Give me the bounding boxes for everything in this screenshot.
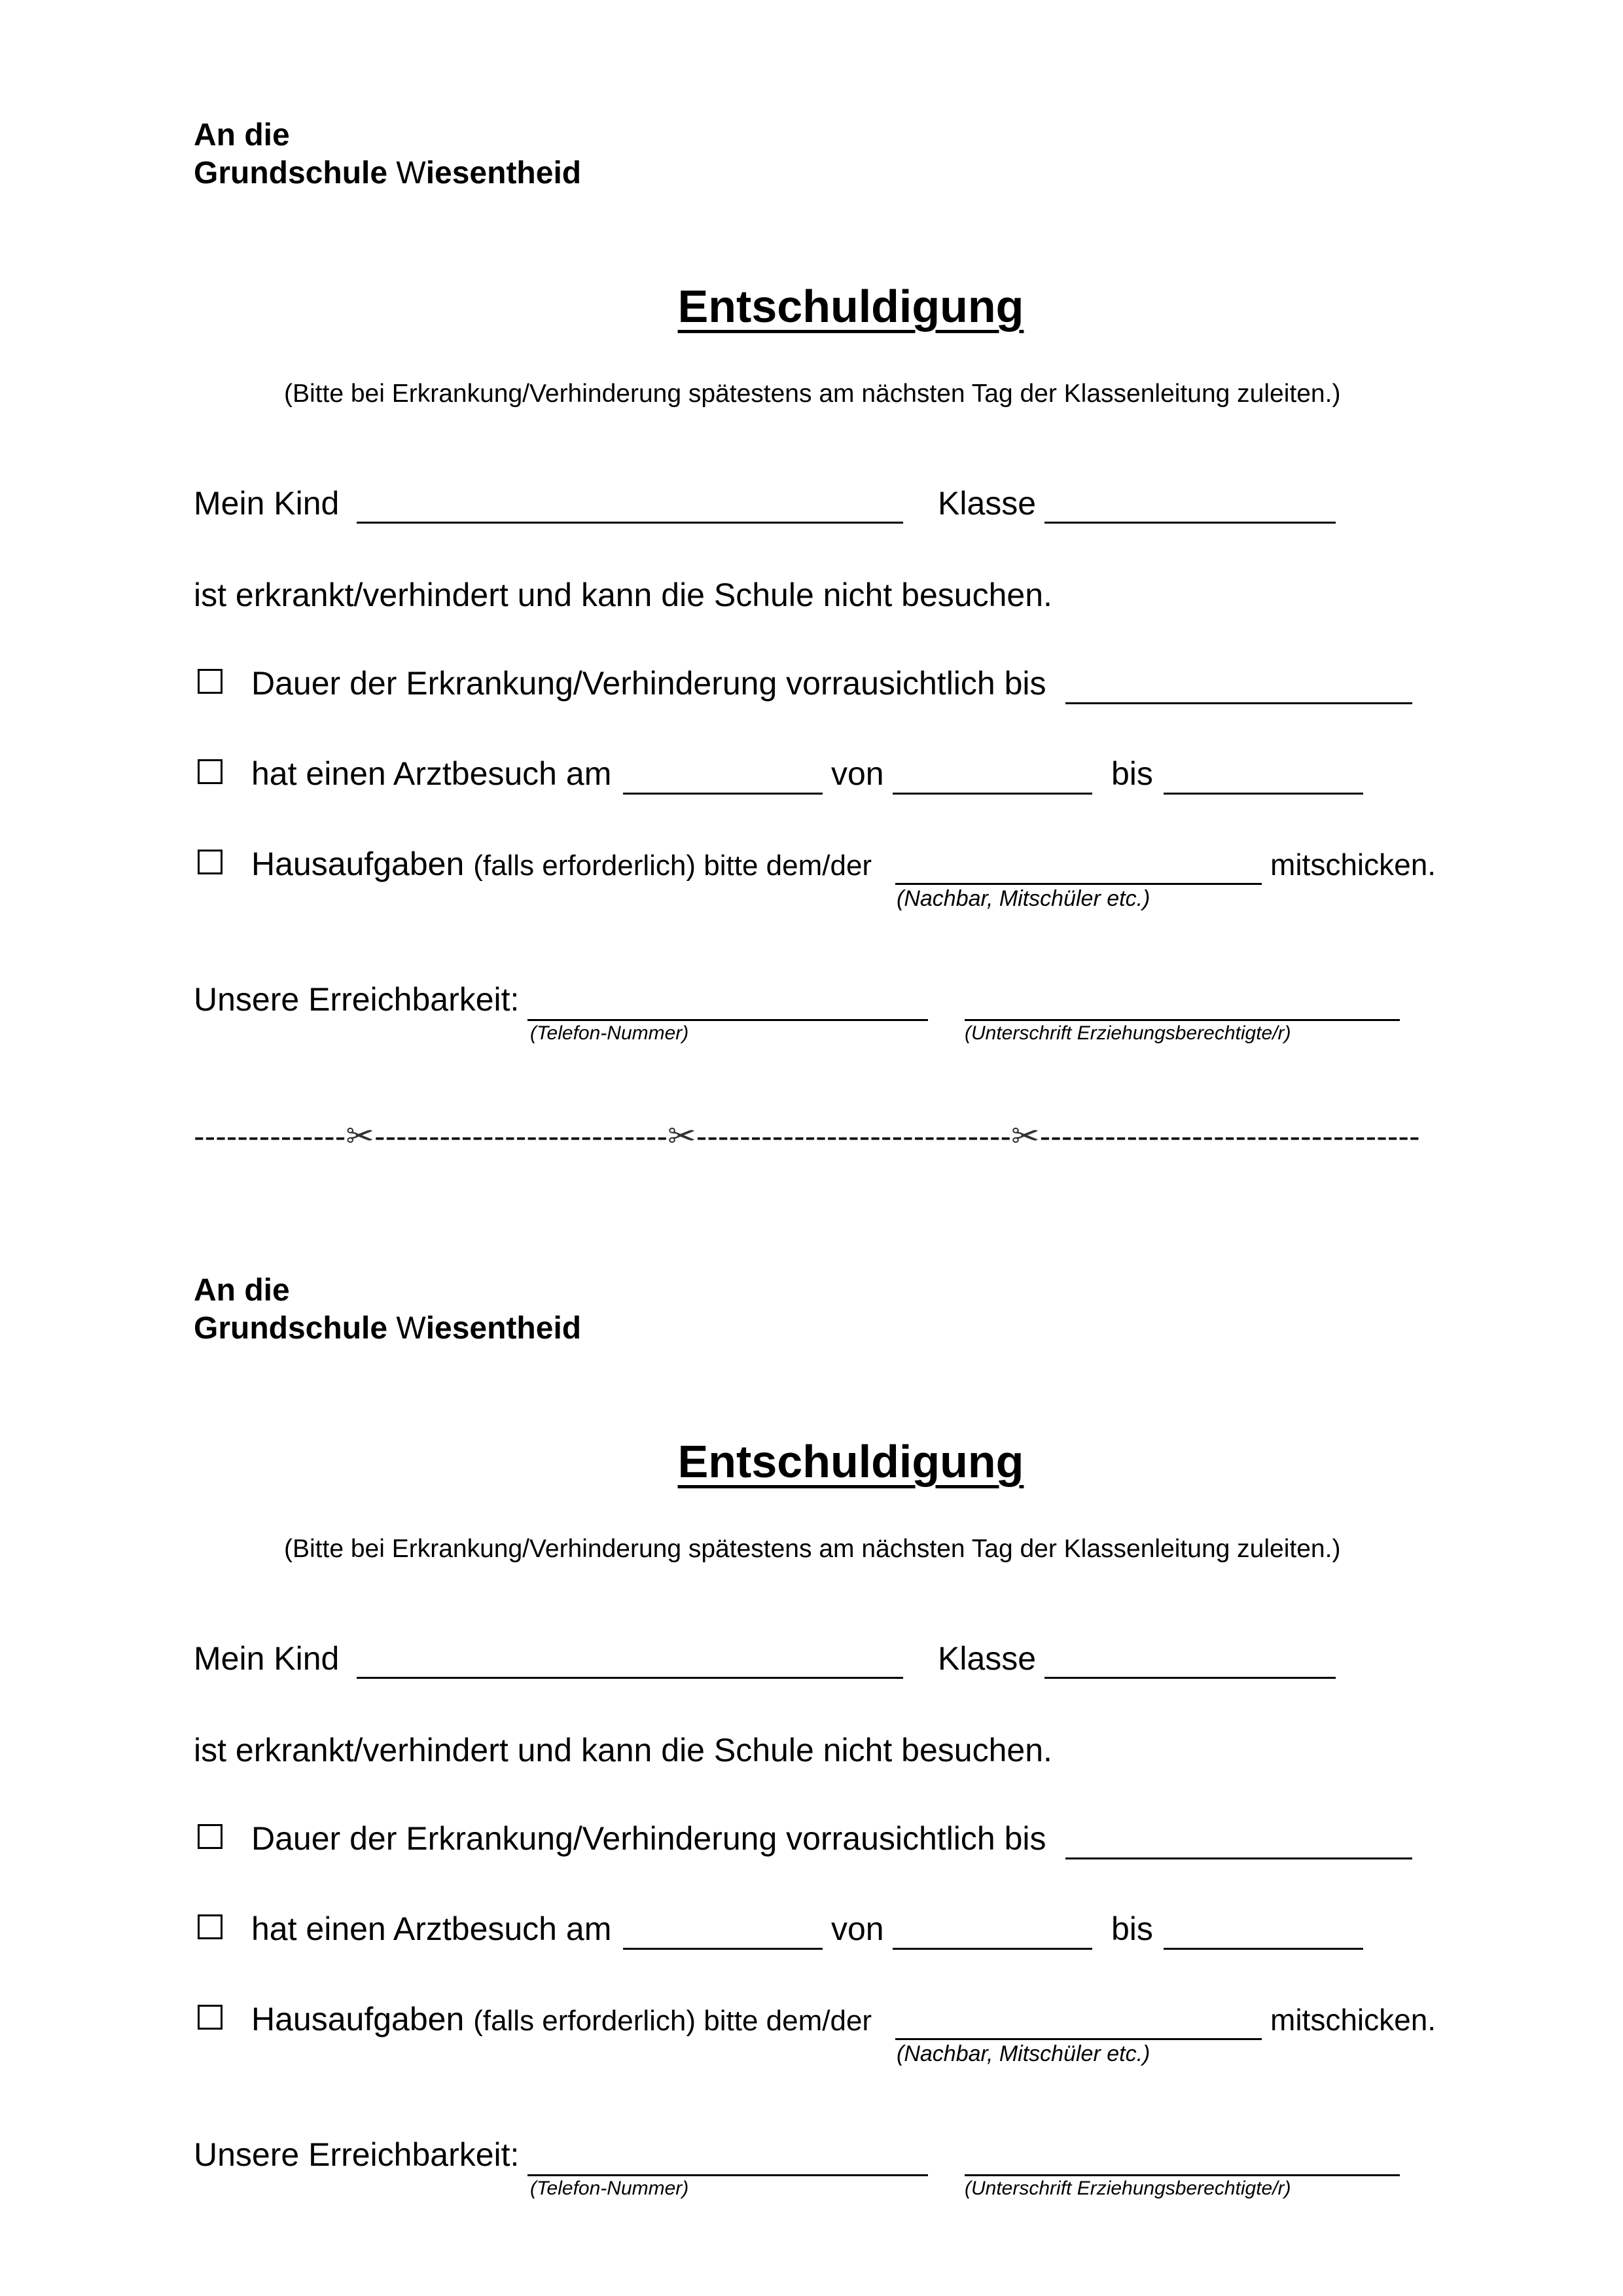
contact-label: Unsere Erreichbarkeit:	[194, 2136, 520, 2173]
scissors-icon: ✂	[668, 1117, 696, 1156]
homework-person-field[interactable]	[895, 883, 1262, 885]
homework-label-end: mitschicken.	[1270, 848, 1436, 882]
doctor-to-field[interactable]	[1164, 793, 1363, 795]
address-school: Grundschule	[194, 1311, 388, 1346]
form-title: Entschuldigung	[677, 1436, 1024, 1487]
signature-field[interactable]	[965, 2174, 1400, 2176]
contact-label: Unsere Erreichbarkeit:	[194, 981, 520, 1018]
child-label: Mein Kind	[194, 1640, 340, 1677]
doctor-to-field[interactable]	[1164, 1948, 1363, 1950]
duration-checkbox[interactable]	[198, 1824, 223, 1849]
child-label: Mein Kind	[194, 485, 340, 522]
homework-label	[251, 2000, 872, 2038]
cut-dashes-3: -----------------------------	[696, 1119, 1012, 1155]
address-school: Grundschule	[194, 156, 388, 190]
homework-checkbox[interactable]	[198, 850, 223, 874]
to-label: bis	[1111, 1910, 1153, 1947]
homework-person-field[interactable]	[895, 2038, 1262, 2040]
doctor-label: hat einen Arztbesuch am	[251, 755, 612, 792]
duration-label: Dauer der Erkrankung/Verhinderung vorrausichtlich bis	[251, 665, 1046, 702]
signature-hint: (Unterschrift Erziehungsberechtigte/r)	[965, 2178, 1291, 2199]
homework-checkbox[interactable]	[198, 2005, 223, 2030]
scissors-icon: ✂	[346, 1117, 374, 1156]
class-label: Klasse	[938, 485, 1037, 522]
doctor-label: hat einen Arztbesuch am	[251, 1910, 612, 1947]
homework-label-end: mitschicken.	[1270, 2003, 1436, 2037]
homework-label-main: Hausaufgaben	[251, 2001, 465, 2037]
signature-field[interactable]	[965, 1019, 1400, 1021]
scissors-icon: ✂	[1011, 1117, 1040, 1156]
address-school-name: iesentheid	[425, 1311, 582, 1346]
cut-dashes-1: --------------	[194, 1119, 346, 1155]
statement-text: ist erkrankt/verhindert und kann die Schule nicht besuchen.	[194, 577, 1052, 613]
doctor-date-field[interactable]	[623, 1948, 823, 1950]
from-label: von	[831, 1910, 884, 1947]
doctor-checkbox[interactable]	[198, 1914, 223, 1939]
phone-hint: (Telefon-Nummer)	[530, 2178, 689, 2199]
duration-checkbox[interactable]	[198, 669, 223, 694]
address-block	[194, 1272, 581, 1348]
cut-line	[194, 1117, 1503, 1156]
class-label: Klasse	[938, 1640, 1037, 1677]
form-bottom	[0, 1155, 1623, 2199]
homework-label-main: Hausaufgaben	[251, 846, 465, 882]
child-name-field[interactable]	[357, 1677, 903, 1679]
instruction-note: (Bitte bei Erkrankung/Verhinderung spätestens am nächsten Tag der Klassenleitung zuleiten.)	[284, 380, 1341, 408]
signature-hint: (Unterschrift Erziehungsberechtigte/r)	[965, 1022, 1291, 1044]
homework-label-cond: (falls erforderlich) bitte dem/der	[473, 850, 872, 882]
homework-hint: (Nachbar, Mitschüler etc.)	[897, 886, 1150, 911]
class-field[interactable]	[1044, 522, 1336, 524]
doctor-from-field[interactable]	[893, 1948, 1092, 1950]
phone-field[interactable]	[527, 2174, 928, 2176]
phone-field[interactable]	[527, 1019, 928, 1021]
doctor-checkbox[interactable]	[198, 759, 223, 784]
address-line1: An die	[194, 118, 290, 152]
cut-dashes-4: -----------------------------------	[1039, 1119, 1420, 1155]
duration-until-field[interactable]	[1065, 702, 1412, 704]
address-line1: An die	[194, 1273, 290, 1308]
address-school-w: W	[396, 156, 426, 190]
to-label: bis	[1111, 755, 1153, 792]
statement-text: ist erkrankt/verhindert und kann die Schule nicht besuchen.	[194, 1732, 1052, 1768]
homework-label	[251, 845, 872, 883]
class-field[interactable]	[1044, 1677, 1336, 1679]
child-name-field[interactable]	[357, 522, 903, 524]
doctor-date-field[interactable]	[623, 793, 823, 795]
address-school-w: W	[396, 1311, 426, 1346]
form-title: Entschuldigung	[677, 281, 1024, 332]
phone-hint: (Telefon-Nummer)	[530, 1022, 689, 1044]
doctor-from-field[interactable]	[893, 793, 1092, 795]
duration-until-field[interactable]	[1065, 1857, 1412, 1859]
address-block	[194, 117, 581, 192]
instruction-note: (Bitte bei Erkrankung/Verhinderung spätestens am nächsten Tag der Klassenleitung zuleiten.)	[284, 1535, 1341, 1563]
homework-hint: (Nachbar, Mitschüler etc.)	[897, 2041, 1150, 2066]
duration-label: Dauer der Erkrankung/Verhinderung vorrausichtlich bis	[251, 1820, 1046, 1857]
cut-dashes-2: ---------------------------	[374, 1119, 668, 1155]
form-top	[0, 0, 1623, 1044]
from-label: von	[831, 755, 884, 792]
homework-label-cond: (falls erforderlich) bitte dem/der	[473, 2005, 872, 2037]
address-school-name: iesentheid	[425, 156, 582, 190]
